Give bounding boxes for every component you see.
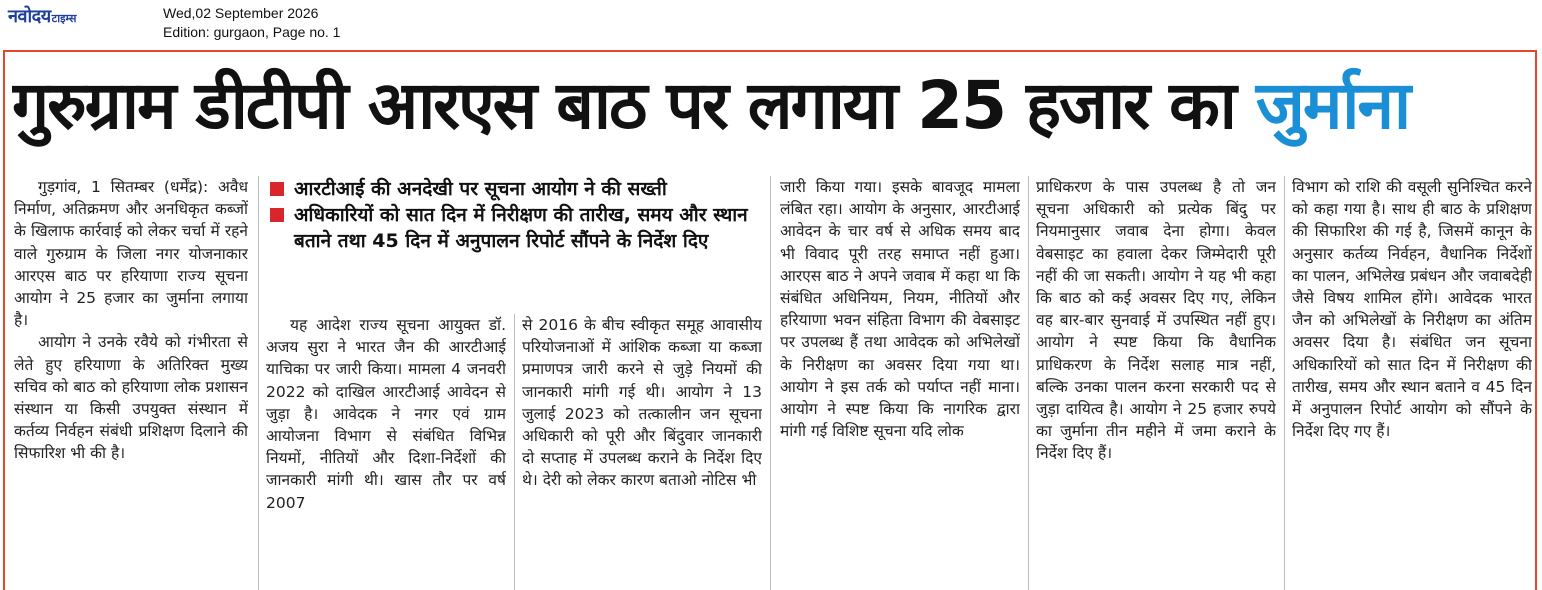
article-headline	[12, 56, 1532, 156]
masthead	[0, 0, 1542, 48]
edition-date: Wed,02 September 2026	[163, 5, 319, 21]
subhead-item	[270, 176, 765, 202]
column-2-paragraph-1: यह आदेश राज्य सूचना आयुक्त डॉ. अजय सुरा ने भारत जैन की आरटीआई याचिका पर जारी किया। मामला 4 जनवरी 2022 को दाखिल आरटीआई आवेदन से जुड़ा है। आवेदक ने नगर एवं ग्राम आयोजना विभाग से संबंधित विभिन्न नियमों, नीतियों और दिशा-निर्देशों की जानकारी मांगी थी। खास तौर पर वर्ष 2007	[266, 316, 506, 512]
article-column-3	[522, 314, 762, 590]
article-column-5	[1036, 176, 1276, 590]
column-3-paragraph-1: से 2016 के बीच स्वीकृत समूह आवासीय परियोजनाओं में आंशिक कब्जा या कब्जा प्रमाणपत्र जारी करने से जुड़े नियमों की जानकारी मांगी गई थी। आयोग ने 13 जुलाई 2023 को तत्कालीन जन सूचना अधिकारी को पूरी और बिंदुवार जानकारी दो सप्ताह में उपलब्ध कराने के निर्देश दिए थे। देरी को लेकर कारण बताओ नोटिस भी	[522, 316, 762, 490]
red-square-bullet-icon	[270, 208, 284, 222]
subhead-text-1: आरटीआई की अनदेखी पर सूचना आयोग ने की सख्ती	[294, 178, 667, 200]
article-column-4	[780, 176, 1020, 590]
column-divider	[1028, 176, 1029, 590]
red-square-bullet-icon	[270, 182, 284, 196]
edition-info	[163, 4, 340, 42]
column-6-paragraph-1: विभाग को राशि की वसूली सुनिश्चित करने को कहा गया है। साथ ही बाठ के प्रशिक्षण की सिफारिश की गई है, जिसमें कानून के अनुसार कर्तव्य निर्वहन, वैधानिक निर्देशों का पालन, अभिलेख प्रबंधन और जवाबदेही जैसे विषय शामिल होंगे। आवेदक भारत जैन को अभिलेखों के निरीक्षण का अंतिम अवसर दिया है। संबंधित जन सूचना अधिकारियों को सात दिन में निरीक्षण की तारीख, समय और स्थान बताने व 45 दिन में अनुपालन रिपोर्ट आयोग को सौंपने के निर्देश दिए गए हैं।	[1292, 178, 1532, 441]
column-divider	[258, 176, 259, 590]
column-5-paragraph-1: प्राधिकरण के पास उपलब्ध है तो जन सूचना अधिकारी को प्रत्येक बिंदु पर नियमानुसार जवाब देना होगा। केवल वेबसाइट का हवाला देकर जिम्मेदारी पूरी नहीं की जा सकती। आयोग ने यह भी कहा कि बाठ को कई अवसर दिए गए, लेकिन वह बार-बार सुनवाई में उपस्थित नहीं हुए। आयोग ने स्पष्ट किया कि वैधानिक प्राधिकरण के निर्देश सलाह मात्र नहीं, बल्कि उनका पालन करना सरकारी पद से जुड़ा दायित्व है। आयोग ने 25 हजार रुपये का जुर्माना तीन महीने में जमा कराने के निर्देश दिए हैं।	[1036, 178, 1276, 463]
article-column-2	[266, 314, 506, 590]
article-subheads	[270, 176, 765, 254]
subhead-text-2: अधिकारियों को सात दिन में निरीक्षण की तारीख, समय और स्थान बताने तथा 45 दिन में अनुपालन रिपोर्ट सौंपने के निर्देश दिए	[294, 204, 748, 252]
headline-highlight: जुर्माना	[1255, 67, 1410, 144]
logo-main-text: नवोदय	[8, 6, 51, 27]
column-4-paragraph-1: जारी किया गया। इसके बावजूद मामला लंबित रहा। आयोग के अनुसार, आरटीआई आवेदन के चार वर्ष से अधिक समय बाद भी विवाद पूरी तरह समाप्त नहीं हुआ। आरएस बाठ ने अपने जवाब में कहा था कि संबंधित अधिनियम, नियम, नीतियों और हरियाणा भवन संहिता विभाग की वेबसाइट पर उपलब्ध हैं तथा आवेदक को अभिलेखों के निरीक्षण का अवसर दिया गया था। आयोग ने इस तर्क को पर्याप्त नहीं माना। आयोग ने स्पष्ट किया कि नागरिक द्वारा मांगी गई विशिष्ट सूचना यदि लोक	[780, 178, 1020, 441]
column-divider	[770, 176, 771, 590]
column-1-paragraph-2: आयोग ने उनके रवैये को गंभीरता से लेते हुए हरियाणा के अतिरिक्त मुख्य सचिव को बाठ को हरियाणा लोक प्रशासन संस्थान या किसी उपयुक्त संस्थान में कर्तव्य निर्वहन संबंधी प्रशिक्षण दिलाने की सिफारिश भी की है।	[14, 333, 248, 463]
newspaper-logo[interactable]	[8, 4, 76, 28]
subhead-item	[270, 202, 765, 254]
column-1-paragraph-1: गुड़गांव, 1 सितम्बर (धर्मेंद्र): अवैध निर्माण, अतिक्रमण और अनधिकृत कब्जों के खिलाफ कार्रवाई को लेकर चर्चा में रहने वाले गुरुग्राम के जिला नगर योजनाकार आरएस बाठ पर हरियाणा राज्य सूचना आयोग ने 25 हजार का जुर्माना लगाया है।	[14, 178, 248, 330]
column-divider	[514, 314, 515, 590]
column-divider	[1284, 176, 1285, 590]
logo-sub-text: टाइम्स	[51, 12, 77, 25]
edition-page: Edition: gurgaon, Page no. 1	[163, 24, 341, 40]
headline-main: गुरुग्राम डीटीपी आरएस बाठ पर लगाया 25 हजार का	[12, 67, 1256, 144]
article-column-1	[14, 176, 248, 590]
article-column-6	[1292, 176, 1532, 590]
